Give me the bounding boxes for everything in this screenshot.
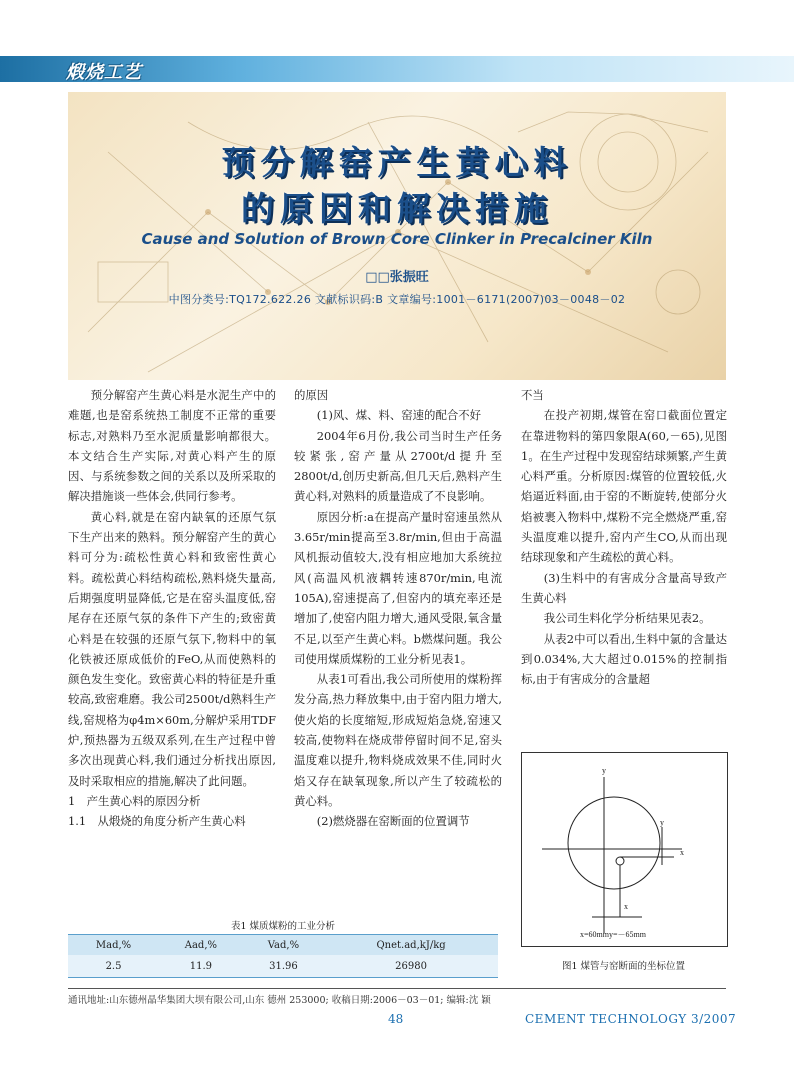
paragraph: 从表1可看出,我公司所使用的煤粉挥发分高,热力释放集中,由于窑内阻力增大,使火焰的长度缩短,形成短焰急烧,窑速又较高,使物料在烧成带停留时间不足,窑头温度难以提升,物料烧成效果不佳,同时火焰又存在缺氧现象,所以产生了较疏松的黄心料。	[294, 672, 502, 808]
x2-label: x	[680, 848, 684, 857]
figure-coordinate-diagram	[521, 752, 728, 947]
footnote: 通讯地址:山东德州晶华集团大坝有限公司,山东 德州 253000; 收稿日期:2006－03－01; 编辑:沈 颖	[68, 995, 491, 1006]
paragraph: 我公司生料化学分析结果见表2。	[543, 611, 711, 626]
classification-info: 中图分类号:TQ172.622.26 文献标识码:B 文章编号:1001－6171(2007)03－0048－02	[168, 293, 626, 306]
paragraph: 预分解窑产生黄心料是水泥生产中的难题,也是窑系统热工制度不正常的重要标志,对熟料乃至水泥质量影响都很大。本文结合生产实际,对黄心料产生的原因、与系统参数之间的关系以及所采取的解决措施谈一些体会,供同行参考。	[68, 388, 276, 504]
table-header-cell: Qnet.ad,kJ/kg	[324, 935, 498, 956]
paragraph: (1)风、煤、料、窑速的配合不好	[316, 408, 482, 423]
table-cell: 11.9	[159, 955, 243, 978]
paragraph: 黄心料,就是在窑内缺氧的还原气氛下生产出来的熟料。预分解窑产生的黄心料可分为:疏松性黄心料和致密性黄心料。疏松黄心料结构疏松,熟料烧失量高,后期强度明显降低,它是在窑头温度低,窑尾存在还原气氛的条件下产生的;致密黄心料是在较强的还原气氛下,物料中的氧化铁被还原成低价的FeO,从而使熟料的颜色发生变化。致密黄心料的特征是升重较高,致密难磨。我公司2500t/d熟料生产线,窑规格为φ4m×60m,分解炉采用TDF炉,预热器为五级双系列,在生产过程中曾多次出现黄心料,我们通过分析找出原因,及时采取相应的措施,解决了此问题。	[68, 509, 276, 788]
paragraph: 不当	[521, 388, 544, 402]
coordinate-annotation: x=60mmy=－65mm	[580, 930, 646, 939]
paragraph: 的原因	[294, 388, 329, 402]
page-number: 48	[388, 1012, 404, 1026]
table-header-cell: Mad,%	[68, 935, 159, 956]
table-cell: 26980	[324, 955, 498, 978]
journal-name: CEMENT TECHNOLOGY 3/2007	[525, 1012, 737, 1026]
y-label: y	[602, 766, 606, 775]
paragraph: 2004年6月份,我公司当时生产任务较紧张,窑产量从2700t/d提升至2800t/d,创历史新高,但几天后,熟料产生黄心料,对熟料的质量造成了不良影响。	[294, 428, 502, 504]
text-column-3	[521, 385, 727, 689]
figure-caption: 图1 煤管与窑断面的坐标位置	[561, 961, 686, 972]
burner-point	[616, 857, 624, 865]
table-header-row	[68, 935, 498, 956]
paragraph: 在投产初期,煤管在窑口截面位置定在靠进物料的第四象限A(60,－65),见图1。在生产过程中发现窑结球频繁,产生黄心料严重。分析原因:煤管的位置较低,火焰逼近料面,由于窑的不断旋转,使部分火焰被裹入物料中,煤粉不完全燃烧严重,窑头温度难以提升,窑内产生CO,从而出现结球现象和产生疏松的黄心料。	[521, 408, 727, 565]
table-cell: 31.96	[243, 955, 324, 978]
text-column-2	[294, 385, 502, 832]
coal-analysis-table	[68, 934, 498, 978]
subsection-heading: 1.1 从煅烧的角度分析产生黄心料	[68, 814, 246, 829]
paragraph: 原因分析:a在提高产量时窑速虽然从3.65r/min提高至3.8r/min,但由于高温风机振动值较大,没有相应地加大系统拉风(高温风机液耦转速870r/min,电流105A),窑速提高了,但窑内的填充率还是增加了,使窑内阻力增大,通风受限,氧含量不足,以至产生黄心料。b燃煤问题。我公司使用煤质煤粉的工业分析见表1。	[294, 509, 502, 666]
y2-label: y	[660, 818, 664, 827]
paragraph: (3)生料中的有害成分含量高导致产生黄心料	[521, 570, 727, 605]
article-title	[0, 140, 794, 232]
english-title: Cause and Solution of Brown Core Clinker in Precalciner Kiln	[141, 230, 653, 248]
x-label: x	[624, 902, 628, 911]
table-row	[68, 955, 498, 978]
title-line-2: 的原因和解决措施	[241, 189, 553, 228]
section-heading: 1 产生黄心料的原因分析	[68, 793, 201, 808]
table-header-cell: Aad,%	[159, 935, 243, 956]
section-label: 煅烧工艺	[66, 62, 142, 83]
text-column-1	[68, 385, 276, 832]
kiln-section-circle	[568, 797, 660, 889]
coordinate-diagram	[522, 753, 727, 946]
table-header-cell: Vad,%	[243, 935, 324, 956]
table-cell: 2.5	[68, 955, 159, 978]
paragraph: 从表2中可以看出,生料中氯的含量达到0.034%,大大超过0.015%的控制指标,由于有害成分的含量超	[521, 631, 727, 687]
paragraph: (2)燃烧器在窑断面的位置调节	[316, 814, 470, 829]
table-caption: 表1 煤质煤粉的工业分析	[230, 921, 336, 932]
footnote-divider	[68, 988, 726, 989]
title-line-1: 预分解窑产生黄心料	[221, 143, 573, 182]
author-line: □□张振旺	[365, 270, 429, 285]
